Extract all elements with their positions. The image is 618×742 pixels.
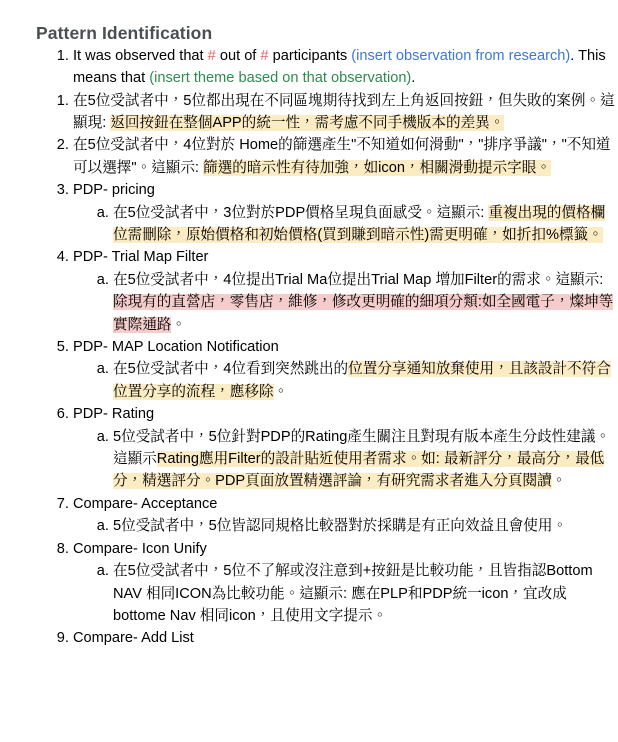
finding-item-6: [73, 403, 618, 493]
finding-9-heading: Compare- Add List: [73, 630, 194, 647]
finding-7-heading: Compare- Acceptance: [73, 495, 218, 512]
template-seg1: It was observed that: [73, 47, 208, 64]
finding-2-paragraph: [73, 134, 618, 179]
finding-item-3: [73, 179, 618, 246]
finding-3-sub-a-highlight: 重複出現的價格欄位需刪除，原始價格和初始價格(買到賺到暗示性)需更明確，如折扣%標籤。: [113, 204, 606, 243]
finding-3-sublist: [73, 202, 618, 247]
finding-6-sub-a: [113, 426, 618, 493]
finding-5-sub-a-highlight: 位置分享通知放棄使用，且該設計不符合位置分享的流程，應移除: [113, 361, 611, 400]
template-seg5: .: [411, 70, 416, 87]
template-observation-placeholder: (insert observation from research): [351, 47, 571, 64]
finding-item-9: [73, 627, 618, 649]
finding-6-heading: PDP- Rating: [73, 406, 155, 423]
finding-2-lead: 在5位受試者中，4位對於 Home的篩選產生"不知道如何滑動"，"排序爭議"，"不知道可以選擇"。這顯示:: [73, 137, 611, 176]
finding-8-heading: Compare- Icon Unify: [73, 540, 207, 557]
finding-4-sub-a-tail: 。: [171, 316, 186, 333]
finding-6-sub-a-tail: 。: [551, 473, 567, 490]
template-seg2: out of: [215, 47, 261, 64]
template-paragraph: [73, 45, 618, 90]
finding-5-sub-a-paragraph: [113, 358, 618, 403]
finding-3-sub-a-lead: 在5位受試者中，3位對於PDP價格呈現負面感受。這顯示:: [113, 204, 489, 221]
finding-7-sub-a-paragraph: [113, 515, 618, 537]
finding-6-sub-a-paragraph: [113, 426, 618, 493]
finding-5-sub-a: [113, 358, 618, 403]
finding-5-sub-a-lead: 在5位受試者中，4位看到突然跳出的: [113, 361, 349, 378]
finding-3-sub-a-paragraph: [113, 202, 618, 247]
finding-1-highlight: 返回按鈕在整個APP的統一性，需考慮不同手機版本的差異。: [110, 114, 505, 131]
template-list: [0, 45, 618, 90]
finding-item-8: [73, 538, 618, 628]
page-title: Pattern Identification: [36, 23, 213, 43]
finding-8-sub-a: [113, 560, 618, 627]
finding-6-sub-a-lead: 5位受試者中，5位針對PDP的Rating產生關注且對現有版本產生分歧性建議。這顯示: [113, 428, 611, 468]
list-item-template: [73, 45, 618, 90]
finding-4-sub-a-paragraph: [113, 269, 618, 336]
finding-2-highlight: 篩選的暗示性有待加強，如icon，相關滑動提示字眼。: [203, 159, 551, 176]
finding-3-sub-a: [113, 202, 618, 247]
template-seg4: . This means that: [73, 47, 606, 87]
finding-8-sublist: [73, 560, 618, 627]
finding-6-sublist: [73, 426, 618, 493]
finding-4-sub-a-highlight: 除現有的直營店，零售店，維修，修改更明確的細項分類:如全國電子，燦坤等實際通路: [113, 294, 614, 333]
finding-7-sub-a-lead: 5位受試者中，5位皆認同規格比較器對於採購是有正向效益且會使用。: [113, 518, 568, 535]
finding-4-sublist: [73, 269, 618, 336]
finding-item-1: [73, 90, 618, 135]
finding-6-sub-a-highlight: Rating應用Filter的設計貼近使用者需求。如: 最新評分，最高分，最低分，精選評分。PDP頁面放置精選評論，有研究需求者進入分頁閱讀: [113, 451, 605, 490]
finding-1-paragraph: [73, 90, 618, 135]
finding-3-heading: PDP- pricing: [73, 182, 155, 199]
finding-item-2: [73, 134, 618, 179]
finding-item-5: [73, 336, 618, 403]
finding-8-sub-a-lead: 在5位受試者中，5位不了解或沒注意到+按鈕是比較功能，且皆指認Bottom NAV 相同ICON為比較功能。這顯示: 應在PLP和PDP統一icon，宜改成bottome Nav 相同icon，且使用文字提示。: [113, 563, 593, 624]
template-hash-1: #: [207, 47, 216, 64]
finding-1-lead: 在5位受試者中，5位都出現在不同區塊期待找到左上角返回按鈕，但失敗的案例。這顯現:: [73, 92, 615, 131]
finding-item-7: [73, 493, 618, 538]
finding-8-sub-a-paragraph: [113, 560, 618, 627]
findings-list: [0, 90, 618, 650]
template-hash-2: #: [260, 47, 269, 64]
finding-4-sub-a-lead: 在5位受試者中，4位提出Trial Ma位提出Trial Map 增加Filter的需求。這顯示:: [113, 271, 604, 288]
finding-5-sub-a-tail: 。: [273, 383, 289, 400]
finding-4-heading: PDP- Trial Map Filter: [73, 249, 209, 266]
finding-4-sub-a: [113, 269, 618, 336]
finding-5-heading: PDP- MAP Location Notification: [73, 339, 279, 356]
template-seg3: participants: [268, 47, 352, 64]
template-theme-placeholder: (insert theme based on that observation): [149, 70, 412, 87]
finding-5-sublist: [73, 358, 618, 403]
finding-7-sub-a: [113, 515, 618, 537]
finding-item-4: [73, 246, 618, 336]
finding-7-sublist: [73, 515, 618, 537]
